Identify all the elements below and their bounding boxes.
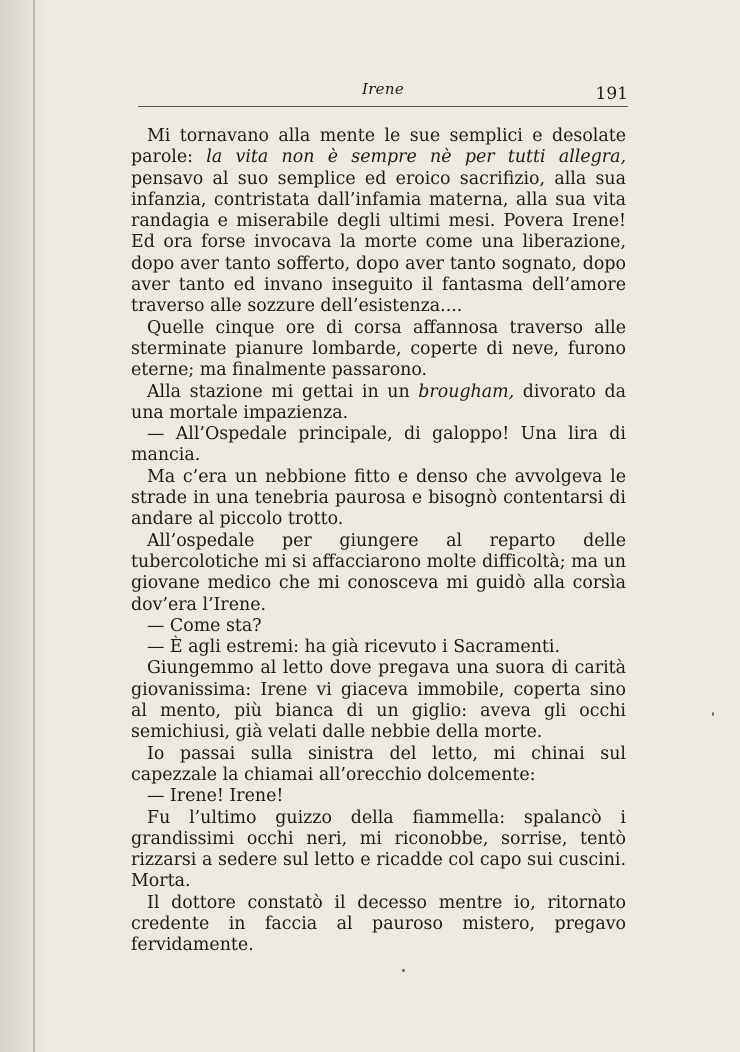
paragraph: Il dottore constatò il decesso mentre io, ritornato credente in faccia al pauroso mistero, pregavo fervidamente. [131,892,626,956]
dialogue-line: — Come sta? [147,615,262,636]
paragraph: Fu l’ultimo guizzo della fiammella: spalancò i grandissimi occhi neri, mi riconobbe, sorrise, tentò rizzarsi a sedere sul letto e ricadde col capo sui cuscini. Morta. [131,807,626,892]
header-rule [138,106,628,107]
paper-speck [712,712,714,716]
paragraph: Giungemmo al letto dove pregava una suora di carità giovanissima: Irene vi giaceva immobile, coperta sino al mento, più bianca di un giglio: aveva gli occhi semichiusi, già velati dalle nebbie della morte. [131,658,626,743]
body-text [131,126,626,957]
dialogue-line: — All’Ospedale principale, di galoppo! Una lira di mancia. [131,424,626,466]
page-number: 191 [595,84,628,104]
paragraph: All’ospedale per giungere al reparto delle tubercolotiche mi si affacciarono molte difficoltà; ma un giovane medico che mi conosceva mi guidò alla corsìa dov’era l’Irene. [131,530,626,615]
binding-fold [33,0,35,1052]
running-title: Irene [361,80,404,98]
paragraph: Quelle cinque ore di corsa affannosa traverso alle sterminate pianure lombarde, coperte di neve, furono eterne; ma finalmente passarono. [131,317,626,381]
paragraph: Mi tornavano alla mente le sue semplici e desolate parole: la vita non è sempre nè per tutti allegra, pensavo al suo semplice ed eroico sacrifizio, alla sua infanzia, contristata dall’infamia materna, alla sua vita randagia e miserabile degli ultimi mesi. Povera Irene! Ed ora forse invocava la morte come una liberazione, dopo aver tanto sofferto, dopo aver tanto sognato, dopo aver tanto ed invano inseguito il fantasma dell’amore traverso alle sozzure dell’esistenza.... [131,126,626,317]
page-gutter [0,0,50,1052]
dialogue-line: — Irene! Irene! [147,786,284,807]
page-header [138,80,628,110]
paragraph: Ma c’era un nebbione fitto e denso che avvolgeva le strade in una tenebria paurosa e bisognò contentarsi di andare al piccolo trotto. [131,466,626,530]
paragraph: Alla stazione mi gettai in un brougham, divorato da una mortale impazienza. [131,381,627,423]
italic-quote: la vita non è sempre nè per tutti allegra, [206,147,626,168]
dialogue-line: — È agli estremi: ha già ricevuto i Sacramenti. [147,637,561,658]
paper-speck [402,969,405,972]
italic-word: brougham, [418,381,515,402]
paragraph: Io passai sulla sinistra del letto, mi chinai sul capezzale la chiamai all’orecchio dolcemente: [131,743,626,785]
